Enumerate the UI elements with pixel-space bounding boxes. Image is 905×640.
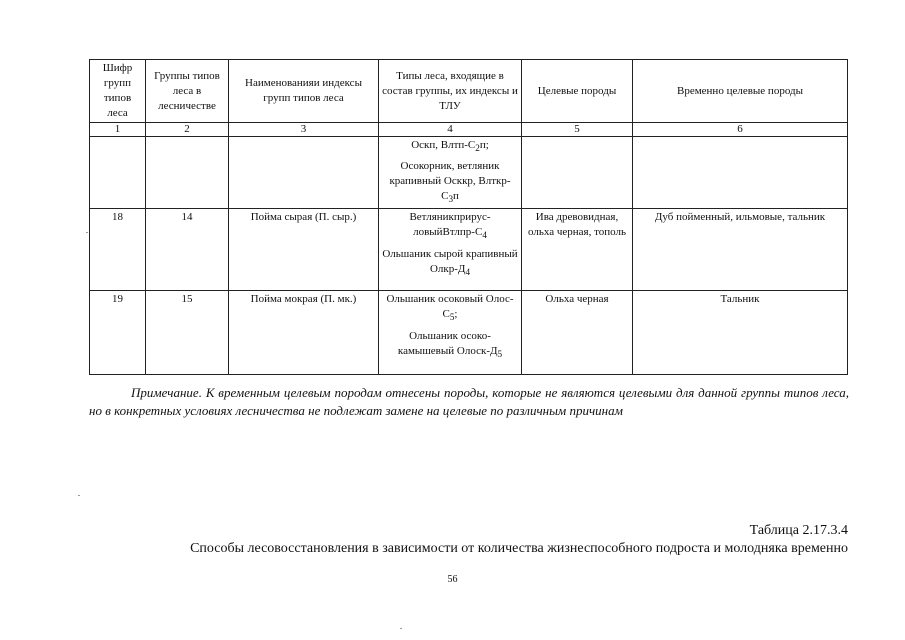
table-row [90, 291, 848, 375]
page-number: 56 [447, 574, 458, 585]
cell-temp: Дуб пойменный, ильмовые, тальник [633, 209, 848, 291]
header-names: Наименованияи индексы групп типов леса [229, 60, 379, 123]
cell-types [379, 291, 522, 375]
header-groups: Группы типов леса в лесничестве [146, 60, 229, 123]
header-types: Типы леса, входящие в состав группы, их индексы и ТЛУ [379, 60, 522, 123]
forest-type-entry: Ольшаник осоковый Олос-$С_5$; [386, 293, 514, 323]
scan-speck [86, 232, 88, 233]
forest-type-entry: Ветляникприрус-$ловыйВтлпр-С_4$ [409, 211, 491, 241]
forest-types-table [89, 59, 848, 375]
cell-temp [633, 137, 848, 209]
header-temp-target-species: Временно целевые породы [633, 60, 848, 123]
cell-code [90, 137, 146, 209]
next-table-title: Способы лесовосстановления в зависимости от количества жизнеспособного подроста и молодняка временно [190, 541, 848, 556]
cell-code: 19 [90, 291, 146, 375]
cell-name: Пойма мокрая (П. мк.) [229, 291, 379, 375]
column-number-row [90, 123, 848, 137]
cell-target: Ива древовидная, ольха черная, тополь [522, 209, 633, 291]
cell-group: 14 [146, 209, 229, 291]
forest-type-entry: Осокорник, ветляник крапивный Осккр, Влткр-$С_3п$ [389, 160, 511, 205]
cell-types [379, 209, 522, 291]
scan-speck [78, 495, 80, 496]
column-number: 5 [522, 123, 633, 137]
cell-types [379, 137, 522, 209]
cell-temp: Тальник [633, 291, 848, 375]
cell-group: 15 [146, 291, 229, 375]
header-row [90, 60, 848, 123]
column-number: 4 [379, 123, 522, 137]
cell-target: Ольха черная [522, 291, 633, 375]
scan-speck [400, 628, 402, 629]
cell-name: Пойма сырая (П. сыр.) [229, 209, 379, 291]
cell-target [522, 137, 633, 209]
forest-type-entry: Оскп, Влтп-$С_2п$; [411, 139, 489, 154]
cell-code: 18 [90, 209, 146, 291]
table-row [90, 209, 848, 291]
table-note: Примечание. К временным целевым породам отнесены породы, которые не являются целевыми для данной группы типов леса, но в конкретных условиях лесничества не подлежат замене на целевые по различным причинам [89, 385, 849, 418]
cell-group [146, 137, 229, 209]
forest-type-entry: Ольшаник осоко-камышевый Олоск-$Д_5$ [397, 329, 503, 359]
column-number: 2 [146, 123, 229, 137]
table-row [90, 137, 848, 209]
column-number: 3 [229, 123, 379, 137]
forest-type-entry: Ольшаник сырой крапивный Олкр-$Д_4$ [382, 247, 518, 277]
header-target-species: Целевые породы [522, 60, 633, 123]
next-table-number: Таблица 2.17.3.4 [749, 523, 848, 538]
column-number: 1 [90, 123, 146, 137]
column-number: 6 [633, 123, 848, 137]
header-code: Шифр групп типов леса [90, 60, 146, 123]
cell-name [229, 137, 379, 209]
